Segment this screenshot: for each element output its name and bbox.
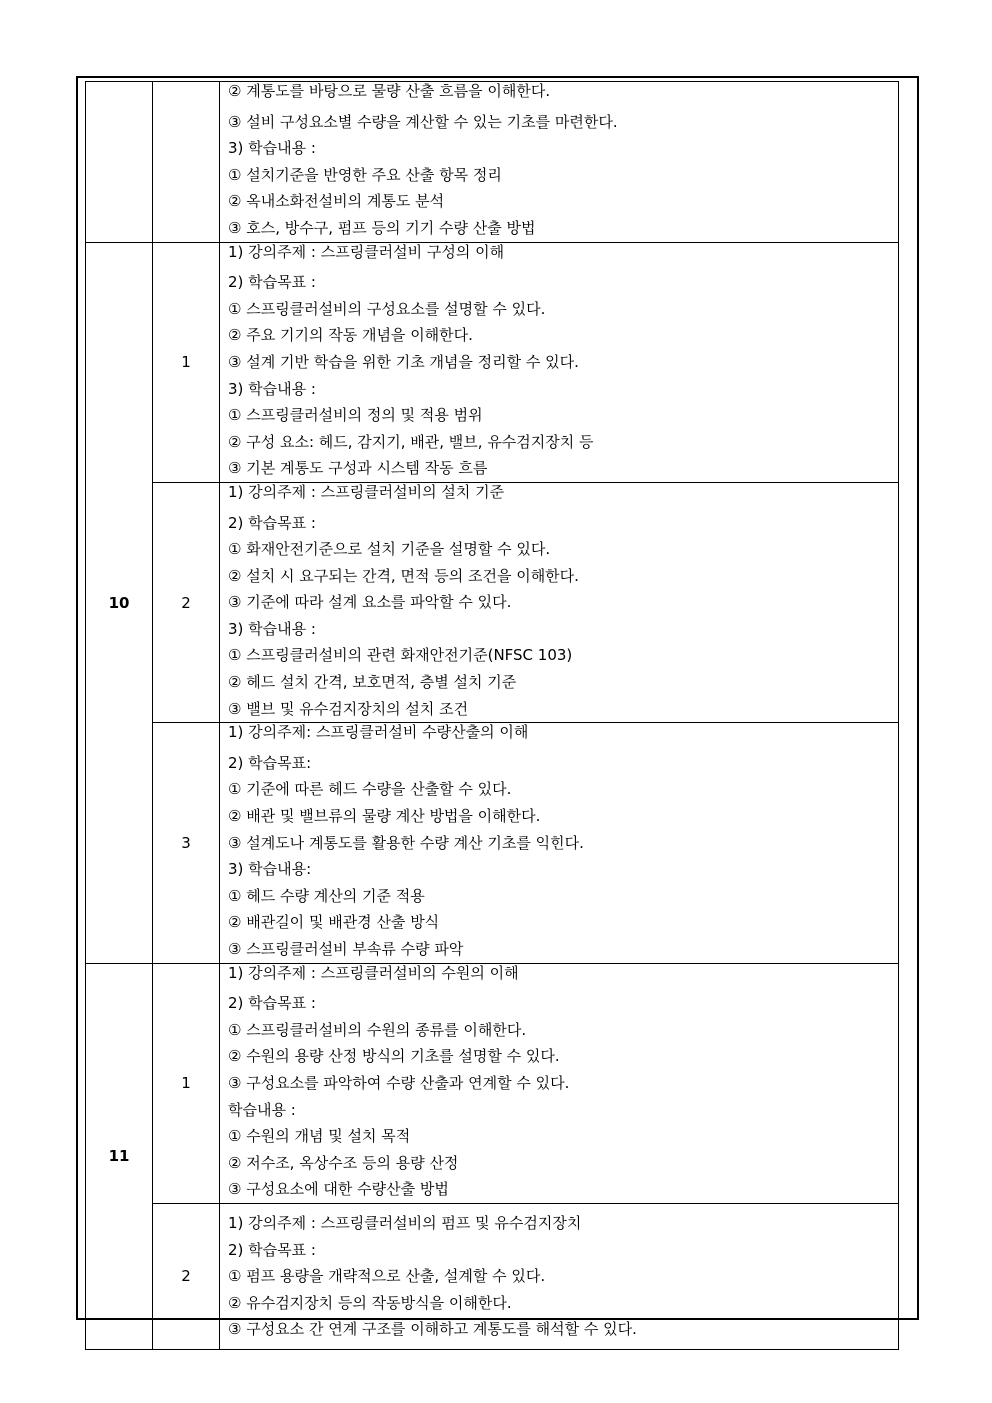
content-line: ③ 기본 계통도 구성과 시스템 작동 흐름 bbox=[228, 459, 488, 478]
content-line: ① 스프링클러설비의 수원의 종류를 이해한다. bbox=[228, 1020, 527, 1039]
content-line: ② 옥내소화전설비의 계통도 분석 bbox=[228, 192, 445, 211]
session-cell: 1 bbox=[153, 963, 220, 1203]
content-line: ① 펌프 용량을 개략적으로 산출, 설계할 수 있다. bbox=[228, 1267, 546, 1286]
content-line: ③ 구성요소를 파악하여 수량 산출과 연계할 수 있다. bbox=[228, 1073, 570, 1092]
content-cell bbox=[220, 242, 899, 482]
week-cell: 11 bbox=[86, 963, 153, 1349]
table-row bbox=[86, 482, 899, 722]
content-cell bbox=[220, 963, 899, 1203]
content-line: ② 유수검지장치 등의 작동방식을 이해한다. bbox=[228, 1293, 512, 1312]
session-cell: 2 bbox=[153, 482, 220, 722]
content-cell bbox=[220, 1203, 899, 1349]
content-line: ① 설치기준을 반영한 주요 산출 항목 정리 bbox=[228, 165, 502, 184]
content-line: 2) 학습목표 : bbox=[228, 1240, 316, 1259]
content-line: 1) 강의주제 : 스프링클러설비의 설치 기준 bbox=[228, 482, 505, 501]
content-line: 3) 학습내용 : bbox=[228, 619, 316, 638]
content-cell bbox=[220, 482, 899, 722]
table-row bbox=[86, 82, 899, 243]
content-line: ① 스프링클러설비의 관련 화재안전기준(NFSC 103) bbox=[228, 646, 573, 665]
content-line: 1) 강의주제 : 스프링클러설비 구성의 이해 bbox=[228, 242, 505, 261]
table-row bbox=[86, 723, 899, 963]
content-line: ③ 구성요소에 대한 수량산출 방법 bbox=[228, 1180, 449, 1199]
content-line: ① 수원의 개념 및 설치 목적 bbox=[228, 1127, 411, 1146]
content-line: 3) 학습내용 : bbox=[228, 379, 316, 398]
content-line: ① 기준에 따른 헤드 수량을 산출할 수 있다. bbox=[228, 780, 512, 799]
content-line: ① 화재안전기준으로 설치 기준을 설명할 수 있다. bbox=[228, 540, 551, 559]
session-cell bbox=[153, 82, 220, 243]
content-line: 3) 학습내용: bbox=[228, 860, 312, 879]
content-line: 1) 강의주제: 스프링클러설비 수량산출의 이해 bbox=[228, 723, 529, 742]
content-line: 1) 강의주제 : 스프링클러설비의 수원의 이해 bbox=[228, 963, 519, 982]
content-line: ② 구성 요소: 헤드, 감지기, 배관, 밸브, 유수검지장치 등 bbox=[228, 432, 594, 451]
syllabus-table bbox=[85, 81, 899, 1350]
content-line: 2) 학습목표 : bbox=[228, 513, 316, 532]
content-line: ③ 설비 구성요소별 수량을 계산할 수 있는 기초를 마련한다. bbox=[228, 112, 618, 131]
content-line: 2) 학습목표 : bbox=[228, 994, 316, 1013]
content-line: ② 저수조, 옥상수조 등의 용량 산정 bbox=[228, 1153, 459, 1172]
session-cell: 3 bbox=[153, 723, 220, 963]
table-row bbox=[86, 1203, 899, 1349]
content-line: ③ 밸브 및 유수검지장치의 설치 조건 bbox=[228, 699, 469, 718]
content-line: 학습내용 : bbox=[228, 1100, 296, 1119]
content-line: ③ 기준에 따라 설계 요소를 파악할 수 있다. bbox=[228, 593, 512, 612]
content-line: ③ 스프링클러설비 부속류 수량 파악 bbox=[228, 940, 464, 958]
content-line: ② 설치 시 요구되는 간격, 면적 등의 조건을 이해한다. bbox=[228, 566, 579, 585]
session-cell: 2 bbox=[153, 1203, 220, 1349]
content-line: ③ 호스, 방수구, 펌프 등의 기기 수량 산출 방법 bbox=[228, 218, 536, 237]
content-line: ② 주요 기기의 작동 개념을 이해한다. bbox=[228, 326, 473, 345]
content-line: ② 배관 및 밸브류의 물량 계산 방법을 이해한다. bbox=[228, 807, 541, 826]
content-line: 2) 학습목표: bbox=[228, 753, 312, 772]
content-line: ③ 구성요소 간 연계 구조를 이해하고 계통도를 해석할 수 있다. bbox=[228, 1320, 637, 1339]
content-line: ① 스프링클러설비의 정의 및 적용 범위 bbox=[228, 406, 483, 425]
week-cell: 10 bbox=[86, 242, 153, 963]
content-line: 2) 학습목표 : bbox=[228, 273, 316, 292]
table-row bbox=[86, 242, 899, 482]
session-cell: 1 bbox=[153, 242, 220, 482]
content-line: 3) 학습내용 : bbox=[228, 139, 316, 158]
content-line: ② 배관길이 및 배관경 산출 방식 bbox=[228, 913, 440, 932]
content-cell bbox=[220, 723, 899, 963]
content-line: 1) 강의주제 : 스프링클러설비의 펌프 및 유수검지장치 bbox=[228, 1213, 582, 1232]
content-line: ② 수원의 용량 산정 방식의 기초를 설명할 수 있다. bbox=[228, 1047, 560, 1066]
content-line: ③ 설계 기반 학습을 위한 기초 개념을 정리할 수 있다. bbox=[228, 352, 579, 371]
content-line: ③ 설계도나 계통도를 활용한 수량 계산 기초를 익힌다. bbox=[228, 833, 584, 852]
content-line: ① 스프링클러설비의 구성요소를 설명할 수 있다. bbox=[228, 299, 546, 318]
content-line: ① 헤드 수량 계산의 기준 적용 bbox=[228, 886, 425, 905]
content-line: ② 계통도를 바탕으로 물량 산출 흐름을 이해한다. bbox=[228, 82, 551, 100]
table-row bbox=[86, 963, 899, 1203]
week-cell bbox=[86, 82, 153, 243]
content-line: ② 헤드 설치 간격, 보호면적, 층별 설치 기준 bbox=[228, 673, 517, 692]
content-cell bbox=[220, 82, 899, 243]
